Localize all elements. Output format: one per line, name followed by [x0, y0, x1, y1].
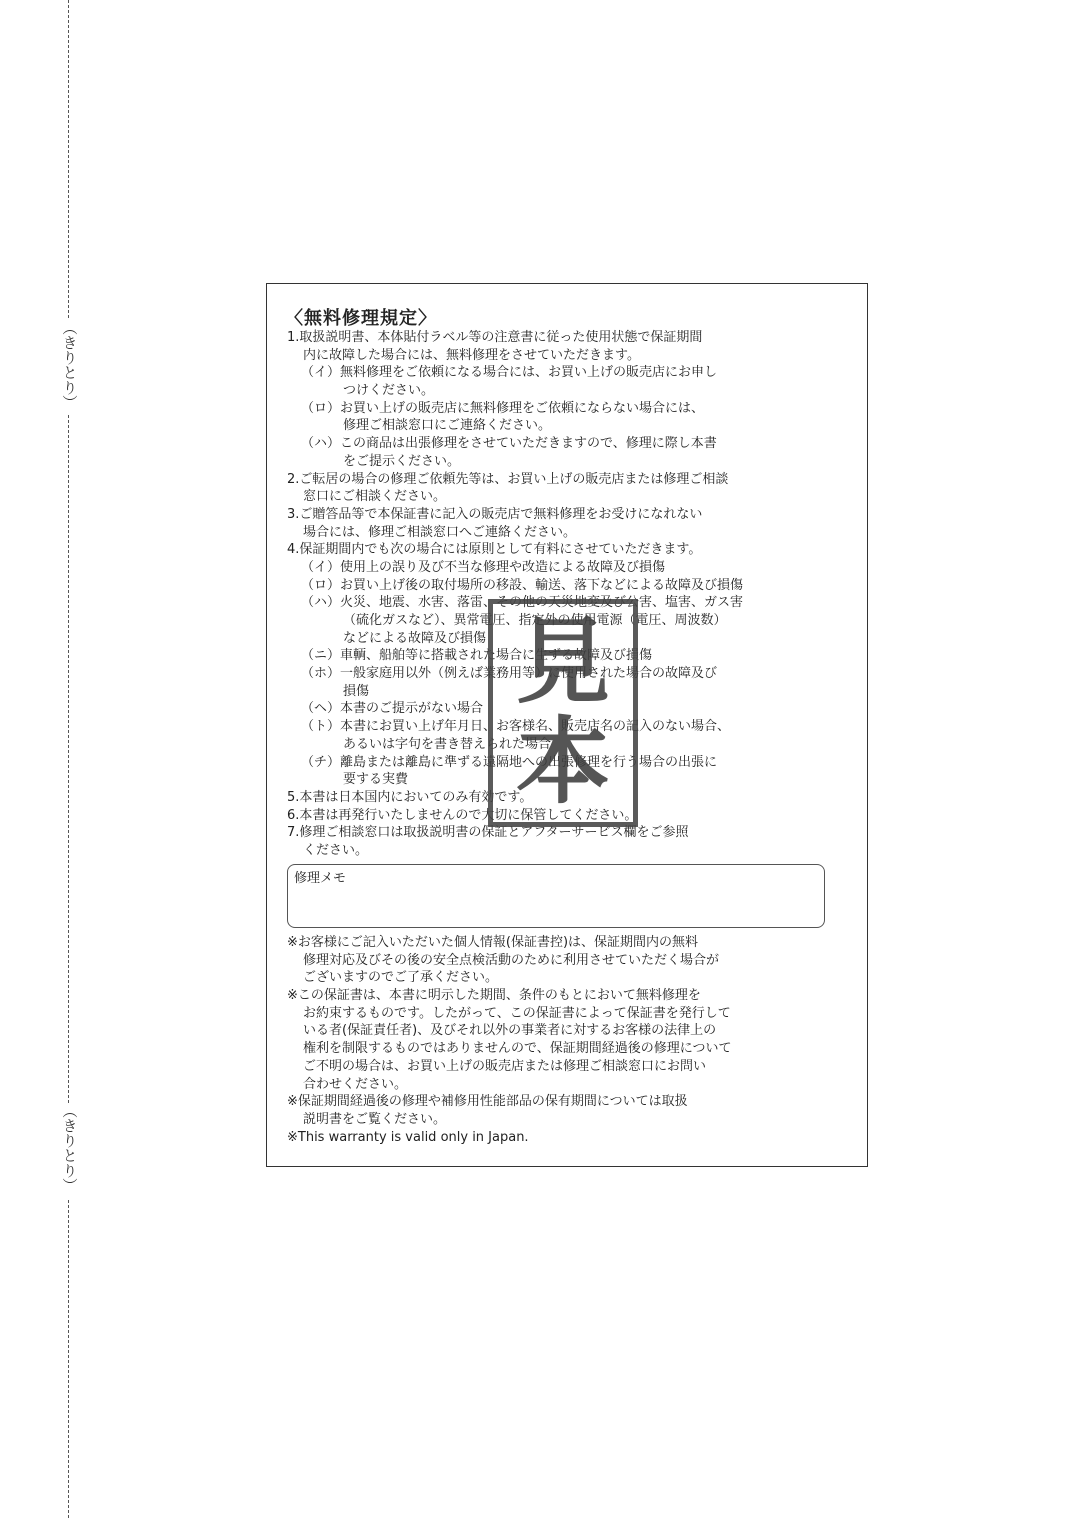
stamp-char: 本 [515, 708, 610, 817]
rule-line: （硫化ガスなど）、異常電圧、指定外の使用電源（電圧、周波数） [343, 613, 727, 628]
cut-label-bottom [56, 1103, 82, 1198]
rule-line: 要する実費 [343, 772, 409, 788]
note-line: ※保証期間経過後の修理や補修用性能部品の保有期間については取扱 [287, 1094, 688, 1110]
rule-line: 窓口にご相談ください。 [303, 489, 447, 505]
rule-line: （イ）無料修理をご依頼になる場合には、お買い上げの販売店にお申し [301, 365, 718, 381]
rule-line: 7.修理ご相談窓口は取扱説明書の保証とアフターサービス欄をご参照 [287, 825, 689, 841]
rule-line: （ニ）車輌、船舶等に搭載された場合に生ずる故障及び損傷 [301, 648, 653, 664]
rule-line: 3.ご贈答品等で本保証書に記入の販売店で無料修理をお受けになれない [287, 506, 703, 522]
rule-line: をご提示ください。 [343, 453, 461, 469]
cut-label-text: （きりとり） [60, 1103, 79, 1193]
rule-line: （ロ）お買い上げの販売店に無料修理をご依頼にならない場合には、 [301, 400, 705, 416]
note-line: 合わせください。 [303, 1076, 408, 1092]
rule-line: などによる故障及び損傷 [343, 630, 487, 646]
note-line: ※This warranty is valid only in Japan. [287, 1129, 529, 1145]
rule-line: 損傷 [343, 683, 370, 699]
note-line: 説明書をご覧ください。 [303, 1111, 447, 1127]
rule-line: （チ）離島または離島に準ずる遠隔地への出張修理を行う場合の出張に [301, 754, 718, 770]
notes-list [287, 934, 857, 1146]
page-title: 〈無料修理規定〉 [285, 308, 437, 329]
cut-line [68, 0, 69, 1518]
rule-line: 場合には、修理ご相談窓口へご連絡ください。 [303, 524, 577, 540]
note-line: ご不明の場合は、お買い上げの販売店または修理ご相談窓口にお問い [303, 1058, 707, 1074]
note-line: ※この保証書は、本書に明示した期間、条件のもとにおいて無料修理を [287, 988, 701, 1004]
rule-line: 4.保証期間内でも次の場合には原則として有料にさせていただきます。 [287, 542, 702, 558]
memo-label: 修理メモ [294, 871, 347, 886]
repair-rules-list [287, 329, 857, 860]
warranty-card [266, 283, 868, 1167]
rule-line: 6.本書は再発行いたしませんので大切に保管してください。 [287, 807, 638, 823]
rule-line: 5.本書は日本国内においてのみ有効です。 [287, 789, 533, 805]
repair-memo-field[interactable] [287, 864, 825, 928]
cut-label-text: （きりとり） [60, 320, 79, 410]
rule-line: （ホ）一般家庭用以外（例えば業務用等）に使用された場合の故障及び [301, 666, 718, 682]
rule-line: （ハ）この商品は出張修理をさせていただきますので、修理に際し本書 [301, 436, 717, 452]
cut-label-top [56, 320, 82, 415]
note-line: ございますのでご了承ください。 [303, 970, 499, 986]
rule-line: （ロ）お買い上げ後の取付場所の移設、輸送、落下などによる故障及び損傷 [301, 577, 744, 593]
rule-line: （ハ）火災、地震、水害、落雷、その他の天災地変及び公害、塩害、ガス害 [301, 595, 744, 611]
rule-line: ください。 [303, 842, 369, 858]
rule-line: 内に故障した場合には、無料修理をさせていただきます。 [303, 347, 640, 363]
rule-line: 2.ご転居の場合の修理ご依頼先等は、お買い上げの販売店または修理ご相談 [287, 471, 729, 487]
rule-line: （ヘ）本書のご提示がない場合 [301, 701, 484, 717]
note-line: 権利を制限するものではありませんので、保証期間経過後の修理について [303, 1041, 732, 1057]
rule-line: 1.取扱説明書、本体貼付ラベル等の注意書に従った使用状態で保証期間 [287, 330, 703, 345]
rule-line: あるいは字句を書き替えられた場合 [343, 736, 552, 752]
note-line: ※お客様にご記入いただいた個人情報(保証書控)は、保証期間内の無料 [287, 935, 699, 950]
note-line: お約束するものです。したがって、この保証書によって保証書を発行して [303, 1005, 731, 1021]
rule-line: （イ）使用上の誤り及び不当な修理や改造による故障及び損傷 [301, 559, 666, 575]
stamp-char: 見 [515, 608, 610, 717]
rule-line: （ト）本書にお買い上げ年月日、お客様名、販売店名の記入のない場合、 [301, 719, 731, 735]
note-line: いる者(保証責任者)、及びそれ以外の事業者に対するお客様の法律上の [303, 1023, 717, 1039]
rule-line: 修理ご相談窓口にご連絡ください。 [343, 418, 552, 434]
rule-line: つけください。 [343, 383, 435, 399]
note-line: 修理対応及びその後の安全点検活動のために利用させていただく場合が [303, 952, 720, 968]
